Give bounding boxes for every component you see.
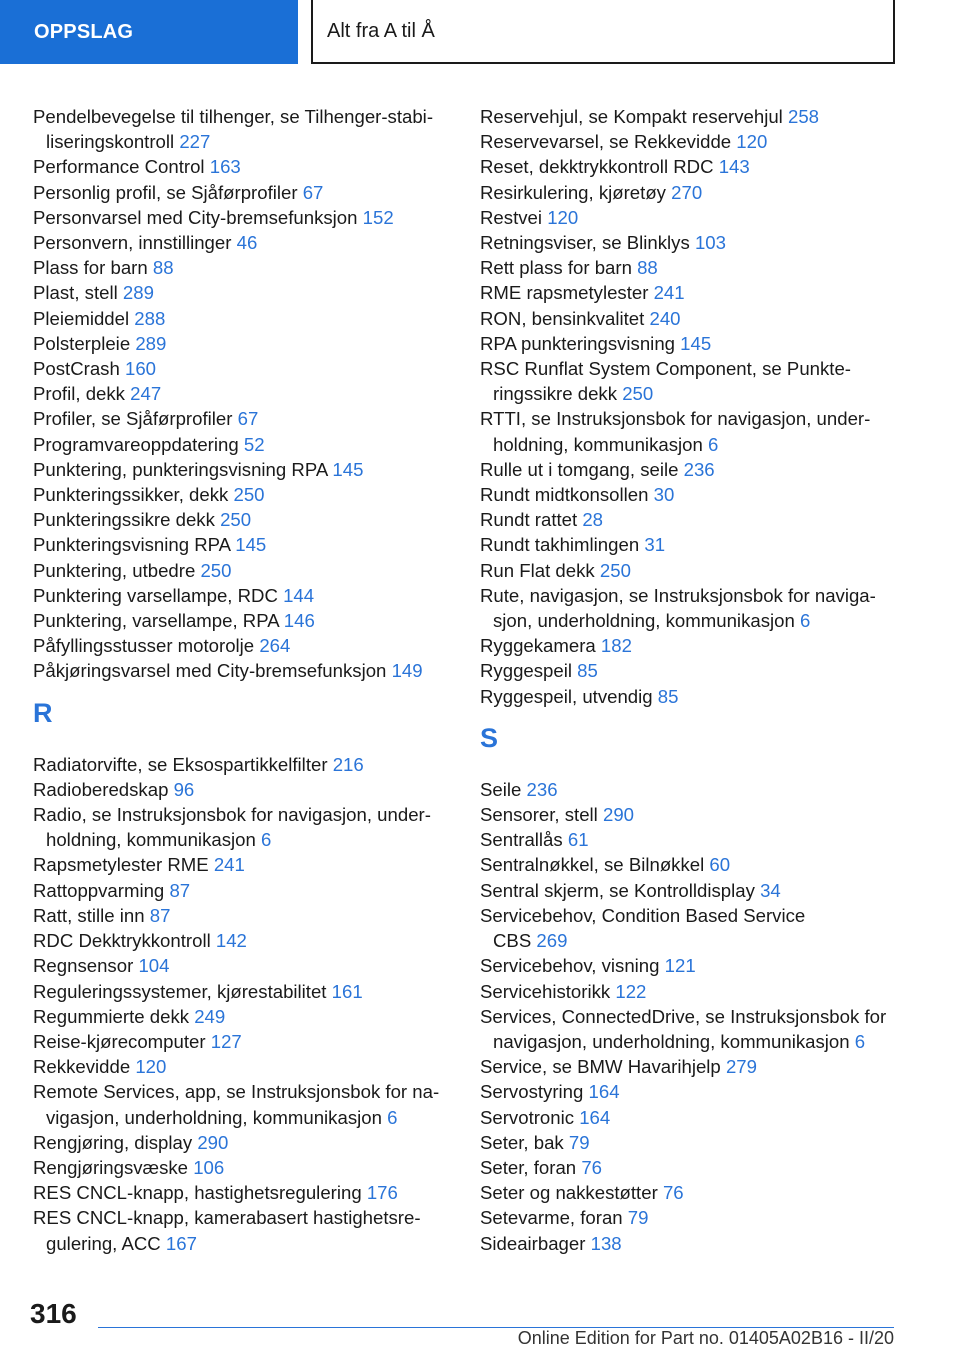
index-entry-term: Radioberedskap: [33, 778, 169, 800]
index-entry: [33, 1029, 453, 1054]
index-entry-term: liseringskontroll: [46, 131, 175, 153]
page-reference-link[interactable]: 247: [130, 383, 162, 405]
index-letter-heading: R: [33, 697, 53, 728]
index-entry-term: Punktering, varsellampe, RPA: [33, 610, 279, 632]
index-column-left: [33, 104, 453, 1256]
page-reference-link[interactable]: 6: [708, 433, 719, 455]
index-entry: [33, 432, 453, 457]
index-entry: [33, 777, 453, 802]
index-entry-term: ringssikre dekk: [493, 383, 618, 405]
index-entry-term: Rattoppvarming: [33, 879, 165, 901]
page-reference-link[interactable]: 142: [215, 930, 247, 952]
page-reference-link[interactable]: 149: [391, 660, 423, 682]
page-number: 316: [30, 1298, 77, 1329]
page-reference-link[interactable]: 85: [657, 685, 679, 707]
page-reference-link[interactable]: 250: [599, 559, 631, 581]
page-reference-link[interactable]: 236: [683, 458, 715, 480]
index-entry: [33, 558, 453, 583]
page-reference-link[interactable]: 87: [169, 879, 191, 901]
index-entry-term: Servostyring: [480, 1081, 584, 1103]
index-entry: [33, 1004, 453, 1029]
index-entry: [480, 1205, 900, 1230]
index-entry-term: Ryggespeil, utvendig: [480, 685, 653, 707]
index-entry-term: Punkteringssikker, dekk: [33, 484, 229, 506]
page-reference-link[interactable]: 250: [200, 559, 232, 581]
index-entry-term: Profiler, se Sjåførprofiler: [33, 408, 233, 430]
index-entry-term: Punktering, punkteringsvisning RPA: [33, 458, 328, 480]
index-entry-term: Restvei: [480, 206, 543, 228]
index-entry: [33, 306, 453, 331]
index-entry: [33, 104, 453, 154]
page-reference-link[interactable]: 60: [709, 854, 731, 876]
page-reference-link[interactable]: 290: [197, 1131, 229, 1153]
index-entry-term: Reguleringssystemer, kjørestabilitet: [33, 980, 327, 1002]
page-reference-link[interactable]: 76: [662, 1182, 684, 1204]
page-reference-link[interactable]: 67: [237, 408, 259, 430]
page-reference-link[interactable]: 76: [581, 1156, 602, 1178]
index-entry: [33, 280, 453, 305]
index-entry-term: Seter, foran: [480, 1156, 577, 1178]
page-reference-link[interactable]: 120: [547, 206, 579, 228]
page-reference-link[interactable]: 6: [387, 1106, 398, 1128]
page-reference-link[interactable]: 258: [787, 106, 820, 127]
index-entry-term: Ratt, stille inn: [33, 904, 145, 926]
index-entry: [480, 1231, 900, 1256]
page-reference-link[interactable]: 138: [590, 1232, 622, 1254]
index-entry-term: Remote Services, app, se Instruksjonsbok for na-: [33, 1081, 440, 1103]
page-reference-link[interactable]: 250: [220, 509, 252, 531]
index-entry-term: Personvarsel med City-bremsefunksjon: [33, 206, 358, 228]
page-reference-link[interactable]: 289: [135, 332, 167, 354]
index-column-right: [480, 104, 900, 1256]
page-reference-link[interactable]: 241: [213, 854, 245, 876]
index-entry-term: Radio, se Instruksjonsbok for navigasjon, under-: [33, 804, 431, 826]
index-entry-term: navigasjon, underholdning, kommunikasjon: [493, 1030, 850, 1052]
index-entry: [480, 1079, 900, 1104]
index-entry: [480, 1130, 900, 1155]
page-reference-link[interactable]: 67: [302, 181, 324, 203]
index-entry-term: RDC Dekktrykkontroll: [33, 930, 211, 952]
page-reference-link[interactable]: 216: [332, 753, 364, 775]
section-tab: OPPSLAG: [0, 0, 298, 64]
index-entry-term: RTTI, se Instruksjonsbok for navigasjon, under-: [480, 408, 871, 430]
index-entry-term: Seter, bak: [480, 1131, 564, 1153]
index-entry: [480, 558, 900, 583]
index-entry: [480, 507, 900, 532]
index-entry-term: Rundt rattet: [480, 509, 578, 531]
page-reference-link[interactable]: 120: [736, 131, 768, 153]
index-entry-term: Ryggespeil: [480, 660, 572, 682]
index-entry: [33, 852, 453, 877]
page-reference-link[interactable]: 122: [615, 980, 647, 1002]
index-entry: [480, 658, 900, 683]
index-entry: [480, 979, 900, 1004]
index-entry: [33, 154, 453, 179]
page-reference-link[interactable]: 6: [799, 610, 811, 632]
page-reference-link[interactable]: 152: [362, 206, 394, 228]
index-entry: [480, 331, 900, 356]
index-entry-term: Regummierte dekk: [33, 1005, 190, 1027]
index-entry: [33, 633, 453, 658]
page-reference-link[interactable]: 160: [124, 358, 157, 380]
index-entry-term: RSC Runflat System Component, se Punkte-: [480, 358, 852, 380]
index-entry: [33, 1130, 453, 1155]
index-entry-term: Rapsmetylester RME: [33, 854, 209, 876]
edition-note: Online Edition for Part no. 01405A02B16 - II/20: [517, 1328, 894, 1348]
index-entry: [480, 827, 900, 852]
index-entry-term: Profil, dekk: [33, 383, 125, 405]
page-reference-link[interactable]: 6: [854, 1030, 866, 1052]
page-reference-link[interactable]: 227: [179, 131, 211, 153]
index-entry: [480, 1054, 900, 1079]
page-reference-link[interactable]: 146: [283, 610, 315, 632]
index-entry-term: CBS: [493, 930, 532, 952]
index-entry: [33, 1180, 453, 1205]
page-reference-link[interactable]: 79: [627, 1207, 649, 1229]
page-reference-link[interactable]: 104: [138, 955, 170, 977]
page-reference-link[interactable]: 121: [664, 955, 696, 977]
index-entry-term: Rengjøring, display: [33, 1131, 193, 1153]
index-entry: [480, 154, 900, 179]
page-reference-link[interactable]: 61: [567, 829, 589, 851]
page-reference-link[interactable]: 52: [243, 433, 265, 455]
index-letter-heading: S: [480, 722, 499, 753]
page-reference-link[interactable]: 236: [526, 778, 558, 800]
page-reference-link[interactable]: 250: [622, 383, 654, 405]
index-entry-term: Punkteringsvisning RPA: [33, 534, 231, 556]
index-entry-term: Regnsensor: [33, 955, 134, 977]
index-entry-term: Polsterpleie: [33, 332, 131, 354]
index-entry-term: Rundt takhimlingen: [480, 534, 640, 556]
page-reference-link[interactable]: 163: [209, 156, 241, 178]
index-entry-term: Sideairbager: [480, 1232, 586, 1254]
page-reference-link[interactable]: 31: [644, 534, 666, 556]
index-entry-term: Radiatorvifte, se Eksospartikkelfilter: [33, 753, 328, 775]
index-entry-term: Service, se BMW Havarihjelp: [480, 1056, 721, 1078]
page-reference-link[interactable]: 176: [366, 1182, 398, 1204]
index-entry: [33, 356, 453, 381]
page-reference-link[interactable]: 249: [194, 1005, 226, 1027]
index-entry-term: Sentrallås: [480, 829, 563, 851]
page-reference-link[interactable]: 143: [718, 156, 750, 178]
index-entry-term: vigasjon, underholdning, kommunikasjon: [46, 1106, 382, 1128]
index-entry: [33, 903, 453, 928]
page-reference-link[interactable]: 106: [193, 1156, 225, 1178]
page-reference-link[interactable]: 127: [210, 1030, 242, 1052]
index-entry-term: Punktering varsellampe, RDC: [33, 584, 278, 606]
index-entry-term: gulering, ACC: [46, 1232, 161, 1254]
index-entry-term: holdning, kommunikasjon: [46, 829, 256, 851]
index-entry: [480, 180, 900, 205]
index-entry-term: Reise-kjørecomputer: [33, 1030, 206, 1052]
page-reference-link[interactable]: 144: [283, 584, 315, 606]
index-entry-term: RES CNCL-knapp, kamerabasert hastighetsre-: [33, 1207, 421, 1229]
index-entry-term: Run Flat dekk: [480, 559, 595, 581]
page-reference-link[interactable]: 87: [149, 904, 171, 926]
index-entry-term: RES CNCL-knapp, hastighetsregulering: [33, 1182, 362, 1204]
index-entry: [480, 684, 900, 709]
index-entry: [480, 306, 900, 331]
index-entry: [480, 633, 900, 658]
index-entry: [480, 129, 900, 154]
index-entry-term: Rekkevidde: [33, 1056, 131, 1078]
index-entry: [33, 953, 453, 978]
index-entry: [33, 928, 453, 953]
index-entry-term: Rulle ut i tomgang, seile: [480, 458, 679, 480]
index-entry-term: Programvareoppdatering: [33, 433, 239, 455]
page-reference-link[interactable]: 182: [600, 635, 632, 657]
index-entry-term: Performance Control: [33, 156, 205, 178]
index-entry-term: Servotronic: [480, 1106, 575, 1128]
index-entry-term: RON, bensinkvalitet: [480, 307, 645, 329]
index-entry-term: Sentral skjerm, se Kontrolldisplay: [480, 879, 755, 901]
index-entry-term: sjon, underholdning, kommunikasjon: [493, 610, 795, 632]
index-entry-term: Rundt midtkonsollen: [480, 484, 649, 506]
page-reference-link[interactable]: 145: [235, 534, 267, 556]
page-reference-link[interactable]: 250: [233, 484, 265, 506]
index-entry: [33, 406, 453, 431]
index-entry-term: Plass for barn: [33, 257, 148, 279]
page-reference-link[interactable]: 30: [653, 484, 675, 506]
index-entry: [480, 1180, 900, 1205]
index-entry: [480, 280, 900, 305]
index-entry-term: Pleiemiddel: [33, 307, 130, 329]
index-entry: [480, 356, 900, 406]
page-reference-link[interactable]: 279: [725, 1056, 757, 1078]
index-entry-term: Ryggekamera: [480, 635, 596, 657]
page-reference-link[interactable]: 79: [568, 1131, 590, 1153]
page-reference-link[interactable]: 167: [165, 1232, 197, 1254]
index-entry: [480, 104, 900, 129]
page-reference-link[interactable]: 270: [671, 181, 703, 203]
index-entry: [33, 532, 453, 557]
index-entry: [33, 802, 453, 852]
index-entry-term: Retningsviser, se Blinklys: [480, 232, 690, 254]
page-reference-link[interactable]: 85: [577, 660, 598, 682]
index-entry: [33, 255, 453, 280]
page-reference-link[interactable]: 88: [637, 257, 658, 279]
index-entry: [33, 331, 453, 356]
index-entry-term: Seile: [480, 778, 522, 800]
index-entry-term: holdning, kommunikasjon: [493, 433, 703, 455]
index-entry: [480, 852, 900, 877]
page-reference-link[interactable]: 264: [259, 635, 291, 657]
index-entry-term: Reset, dekktrykkontroll RDC: [480, 156, 714, 178]
index-entry-term: Personvern, innstillinger: [33, 232, 232, 254]
index-entry: [33, 979, 453, 1004]
index-entry-term: Pendelbevegelse til tilhenger, se Tilhenger-stabi-: [33, 106, 434, 127]
index-entry-term: Punkteringssikre dekk: [33, 509, 215, 531]
index-entry: [480, 903, 900, 953]
page-reference-link[interactable]: 6: [261, 829, 272, 851]
index-entry: [33, 1079, 453, 1129]
index-entry: [33, 381, 453, 406]
index-entry: [480, 583, 900, 633]
index-entry: [33, 1205, 453, 1255]
index-entry: [33, 230, 453, 255]
index-entry-term: PostCrash: [33, 358, 120, 380]
index-entry: [480, 878, 900, 903]
page-header: [0, 0, 960, 66]
page-reference-link[interactable]: 120: [135, 1056, 167, 1078]
index-entry: [480, 457, 900, 482]
index-entry-term: Sensorer, stell: [480, 804, 598, 826]
index-entry-term: Servicebehov, Condition Based Service: [480, 904, 806, 926]
page-reference-link[interactable]: 161: [331, 980, 363, 1002]
page-reference-link[interactable]: 164: [579, 1106, 611, 1128]
index-entry: [33, 583, 453, 608]
index-entry: [33, 752, 453, 777]
index-entry-term: Påfyllingsstusser motorolje: [33, 635, 255, 657]
page-reference-link[interactable]: 241: [653, 282, 685, 304]
page-reference-link[interactable]: 164: [588, 1081, 620, 1103]
index-entry: [480, 777, 900, 802]
page-reference-link[interactable]: 269: [536, 930, 568, 952]
index-entry-term: Påkjøringsvarsel med City-bremsefunksjon: [33, 660, 387, 682]
index-entry: [480, 953, 900, 978]
index-entry: [480, 1004, 900, 1054]
page-reference-link[interactable]: 289: [122, 282, 154, 304]
page-reference-link[interactable]: 88: [152, 257, 174, 279]
index-entry: [33, 457, 453, 482]
index-entry: [33, 1155, 453, 1180]
index-entry-term: Rute, navigasjon, se Instruksjonsbok for naviga-: [480, 584, 876, 606]
index-entry: [480, 406, 900, 456]
page-reference-link[interactable]: 34: [760, 879, 781, 901]
index-entry-term: Resirkulering, kjøretøy: [480, 181, 666, 203]
page-reference-link[interactable]: 103: [694, 232, 726, 254]
index-entry-term: Sentralnøkkel, se Bilnøkkel: [480, 854, 705, 876]
index-entry: [480, 482, 900, 507]
index-entry: [33, 482, 453, 507]
index-entry-term: Personlig profil, se Sjåførprofiler: [33, 181, 298, 203]
index-entry-term: Reservevarsel, se Rekkevidde: [480, 131, 732, 153]
page-reference-link[interactable]: 240: [649, 307, 681, 329]
index-entry: [33, 180, 453, 205]
index-entry: [33, 608, 453, 633]
index-entry-term: Punktering, utbedre: [33, 559, 196, 581]
index-entry-term: Seter og nakkestøtter: [480, 1182, 658, 1204]
index-entry: [480, 205, 900, 230]
page-reference-link[interactable]: 96: [173, 778, 195, 800]
page-reference-link[interactable]: 145: [680, 332, 712, 354]
page-reference-link[interactable]: 28: [582, 509, 604, 531]
index-entry: [480, 230, 900, 255]
index-entry: [480, 1105, 900, 1130]
index-entry-term: Rett plass for barn: [480, 257, 632, 279]
index-entry-term: RME rapsmetylester: [480, 282, 649, 304]
index-entry: [33, 205, 453, 230]
index-entry: [480, 802, 900, 827]
chapter-title: Alt fra A til Å: [311, 0, 895, 64]
index-entry-term: Rengjøringsvæske: [33, 1156, 189, 1178]
index-entry-term: Reservehjul, se Kompakt reservehjul: [480, 106, 783, 127]
index-entry-term: Services, ConnectedDrive, se Instruksjonsbok for: [480, 1005, 887, 1027]
page-reference-link[interactable]: 290: [603, 804, 635, 826]
index-entry: [33, 1054, 453, 1079]
index-entry-term: RPA punkteringsvisning: [480, 332, 675, 354]
index-entry: [33, 878, 453, 903]
index-entry-term: Servicebehov, visning: [480, 955, 660, 977]
index-entry-term: Setevarme, foran: [480, 1207, 623, 1229]
index-entry-term: Plast, stell: [33, 282, 118, 304]
index-entry: [480, 255, 900, 280]
index-entry: [480, 532, 900, 557]
index-entry: [33, 507, 453, 532]
page-reference-link[interactable]: 288: [134, 307, 166, 329]
page-reference-link[interactable]: 46: [236, 232, 258, 254]
index-entry: [480, 1155, 900, 1180]
index-entry: [33, 658, 453, 683]
index-entry-term: Servicehistorikk: [480, 980, 611, 1002]
page-reference-link[interactable]: 145: [332, 458, 364, 480]
